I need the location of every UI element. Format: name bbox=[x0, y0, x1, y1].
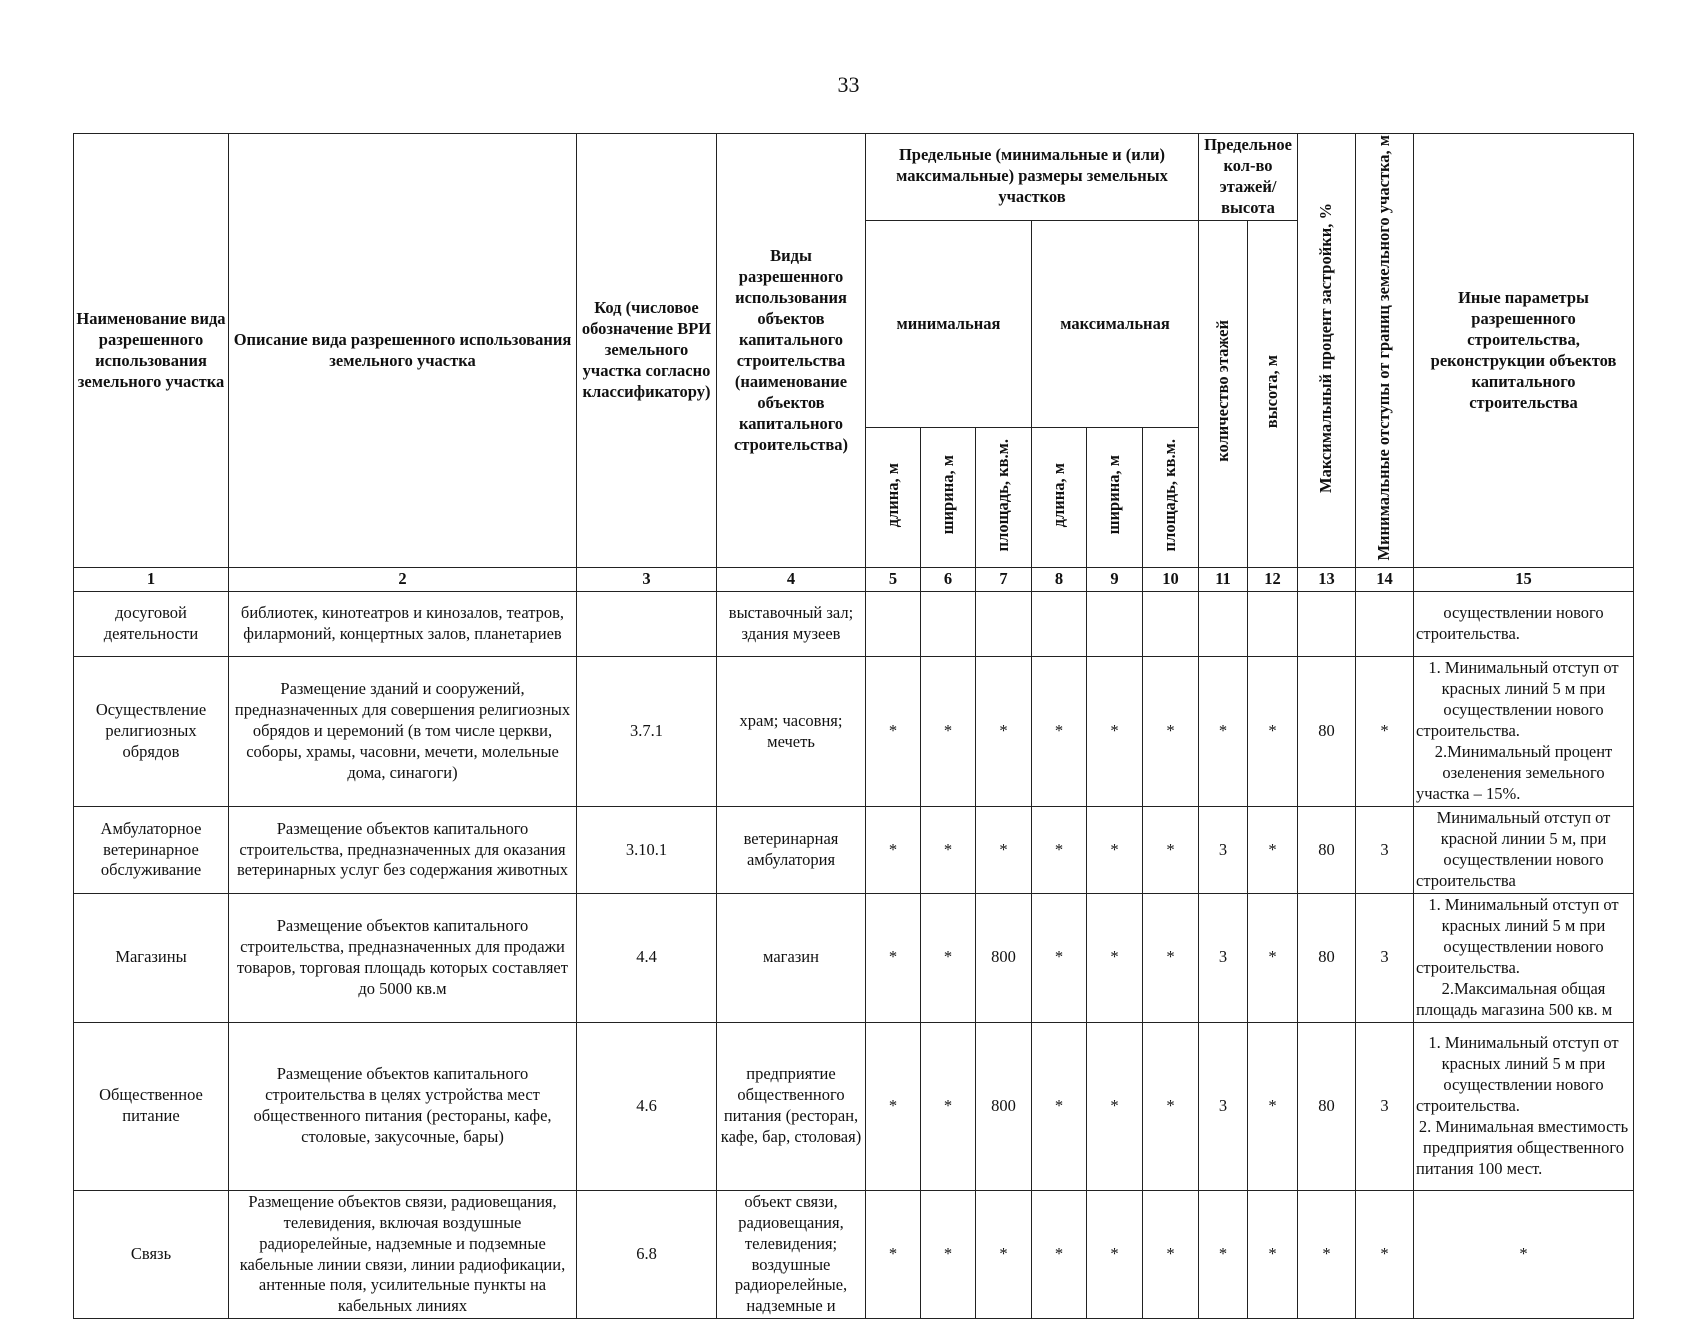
header-max-coverage: Максимальный процент застройки, % bbox=[1298, 134, 1356, 568]
value-cell bbox=[1143, 592, 1199, 657]
value-cell: * bbox=[921, 1190, 976, 1319]
other-parameter-line: 1. Минимальный отступ от красных линий 5 м при осуществлении нового строительства. bbox=[1416, 894, 1619, 977]
value-cell: 80 bbox=[1298, 807, 1356, 894]
value-cell: * bbox=[1087, 807, 1143, 894]
column-number: 13 bbox=[1298, 568, 1356, 592]
column-number: 9 bbox=[1087, 568, 1143, 592]
header-min-width: ширина, м bbox=[921, 428, 976, 568]
value-cell bbox=[866, 592, 921, 657]
other-parameters bbox=[1414, 592, 1634, 657]
header-max-width: ширина, м bbox=[1087, 428, 1143, 568]
value-cell: * bbox=[1298, 1190, 1356, 1319]
column-number: 5 bbox=[866, 568, 921, 592]
value-cell: * bbox=[1087, 1022, 1143, 1190]
object-types: предприятие общественного питания (ресторан, кафе, бар, столовая) bbox=[717, 1022, 866, 1190]
value-cell: 80 bbox=[1298, 1022, 1356, 1190]
column-number: 6 bbox=[921, 568, 976, 592]
land-use-name: Общественное питание bbox=[74, 1022, 229, 1190]
header-height: высота, м bbox=[1248, 220, 1298, 568]
object-types: выставочный зал; здания музеев bbox=[717, 592, 866, 657]
land-use-description: Размещение объектов капитального строительства в целях устройства мест общественного питания (рестораны, кафе, столовые, закусочные, бары) bbox=[229, 1022, 577, 1190]
header-min-length: длина, м bbox=[866, 428, 921, 568]
header-minimum: минимальная bbox=[866, 220, 1032, 428]
value-cell: * bbox=[1248, 1190, 1298, 1319]
table-header bbox=[74, 134, 1634, 592]
land-use-name: Магазины bbox=[74, 893, 229, 1022]
value-cell bbox=[976, 592, 1032, 657]
value-cell: * bbox=[1143, 1190, 1199, 1319]
column-number: 4 bbox=[717, 568, 866, 592]
other-parameter-line: осуществлении нового строительства. bbox=[1416, 603, 1604, 644]
value-cell: 800 bbox=[976, 893, 1032, 1022]
header-object-types: Виды разрешенного использования объектов капитального строительства (наименование объектов капитального строительства) bbox=[717, 134, 866, 568]
value-cell bbox=[1199, 592, 1248, 657]
other-parameter-line: 2.Минимальный процент озеленения земельного участка – 15%. bbox=[1416, 742, 1613, 804]
value-cell: * bbox=[866, 657, 921, 807]
value-cell: * bbox=[1087, 893, 1143, 1022]
other-parameter-line: Минимальный отступ от красной линии 5 м, при осуществлении нового строительства bbox=[1416, 808, 1611, 890]
column-number: 1 bbox=[74, 568, 229, 592]
other-parameters bbox=[1414, 1022, 1634, 1190]
value-cell: 3 bbox=[1199, 807, 1248, 894]
value-cell: * bbox=[1032, 657, 1087, 807]
header-floors-count: количество этажей bbox=[1199, 220, 1248, 568]
value-cell: * bbox=[1356, 1190, 1414, 1319]
value-cell: 3 bbox=[1199, 1022, 1248, 1190]
column-number-row bbox=[74, 568, 1634, 592]
value-cell: * bbox=[1143, 657, 1199, 807]
value-cell: * bbox=[1356, 657, 1414, 807]
land-use-name: Осуществление религиозных обрядов bbox=[74, 657, 229, 807]
object-types: объект связи, радиовещания, телевидения; воздушные радиорелейные, надземные и bbox=[717, 1190, 866, 1319]
value-cell: * bbox=[1199, 1190, 1248, 1319]
value-cell: * bbox=[866, 893, 921, 1022]
object-types: магазин bbox=[717, 893, 866, 1022]
header-description: Описание вида разрешенного использования земельного участка bbox=[229, 134, 577, 568]
value-cell: * bbox=[921, 657, 976, 807]
header-min-area: площадь, кв.м. bbox=[976, 428, 1032, 568]
land-use-description: Размещение объектов связи, радиовещания, телевидения, включая воздушные радиорелейные, надземные и подземные кабельные линии связи, линии радиофикации, антенные поля, усилительные пункты на кабельных линиях bbox=[229, 1190, 577, 1319]
table-row bbox=[74, 1022, 1634, 1190]
value-cell: * bbox=[1032, 1190, 1087, 1319]
land-use-description: Размещение объектов капитального строительства, предназначенных для продажи товаров, торговая площадь которых составляет до 5000 кв.м bbox=[229, 893, 577, 1022]
column-number: 10 bbox=[1143, 568, 1199, 592]
value-cell: 3 bbox=[1356, 807, 1414, 894]
value-cell: 3 bbox=[1356, 1022, 1414, 1190]
other-parameters bbox=[1414, 893, 1634, 1022]
other-parameters bbox=[1414, 807, 1634, 894]
value-cell bbox=[1298, 592, 1356, 657]
value-cell: * bbox=[1143, 893, 1199, 1022]
column-number: 14 bbox=[1356, 568, 1414, 592]
header-code: Код (числовое обозначение ВРИ земельного участка согласно классификатору) bbox=[577, 134, 717, 568]
value-cell: * bbox=[976, 1190, 1032, 1319]
header-land-use-name: Наименование вида разрешенного использования земельного участка bbox=[74, 134, 229, 568]
table-row bbox=[74, 592, 1634, 657]
land-use-code: 4.6 bbox=[577, 1022, 717, 1190]
value-cell: * bbox=[866, 1022, 921, 1190]
value-cell: 3 bbox=[1356, 893, 1414, 1022]
value-cell bbox=[1356, 592, 1414, 657]
other-parameter-line: 2. Минимальная вместимость предприятия общественного питания 100 мест. bbox=[1416, 1116, 1629, 1178]
column-number: 2 bbox=[229, 568, 577, 592]
value-cell: 800 bbox=[976, 1022, 1032, 1190]
land-use-code: 6.8 bbox=[577, 1190, 717, 1319]
value-cell: * bbox=[1087, 1190, 1143, 1319]
table-row bbox=[74, 1190, 1634, 1319]
value-cell: * bbox=[1199, 657, 1248, 807]
table-row bbox=[74, 893, 1634, 1022]
header-plot-size-limits: Предельные (минимальные и (или) максимальные) размеры земельных участков bbox=[866, 134, 1199, 221]
header-other-parameters: Иные параметры разрешенного строительства, реконструкции объектов капитального строительства bbox=[1414, 134, 1634, 568]
value-cell: * bbox=[1143, 1022, 1199, 1190]
land-use-description: Размещение объектов капитального строительства, предназначенных для оказания ветеринарных услуг без содержания животных bbox=[229, 807, 577, 894]
value-cell bbox=[1248, 592, 1298, 657]
value-cell: * bbox=[1248, 657, 1298, 807]
column-number: 11 bbox=[1199, 568, 1248, 592]
land-use-name: Связь bbox=[74, 1190, 229, 1319]
other-parameters: * bbox=[1414, 1190, 1634, 1319]
other-parameter-line: 2.Максимальная общая площадь магазина 500 кв. м bbox=[1416, 978, 1613, 1019]
value-cell: * bbox=[1032, 1022, 1087, 1190]
value-cell: * bbox=[1032, 807, 1087, 894]
value-cell: * bbox=[1248, 893, 1298, 1022]
header-max-area: площадь, кв.м. bbox=[1143, 428, 1199, 568]
value-cell: * bbox=[921, 1022, 976, 1190]
land-use-code: 3.10.1 bbox=[577, 807, 717, 894]
other-parameters bbox=[1414, 657, 1634, 807]
value-cell: * bbox=[1248, 807, 1298, 894]
header-max-length: длина, м bbox=[1032, 428, 1087, 568]
value-cell: * bbox=[976, 657, 1032, 807]
column-number: 15 bbox=[1414, 568, 1634, 592]
land-use-code: 3.7.1 bbox=[577, 657, 717, 807]
value-cell: 80 bbox=[1298, 893, 1356, 1022]
land-use-description: библиотек, кинотеатров и кинозалов, театров, филармоний, концертных залов, планетариев bbox=[229, 592, 577, 657]
column-number: 12 bbox=[1248, 568, 1298, 592]
column-number: 8 bbox=[1032, 568, 1087, 592]
value-cell: 80 bbox=[1298, 657, 1356, 807]
object-types: храм; часовня; мечеть bbox=[717, 657, 866, 807]
value-cell: * bbox=[921, 893, 976, 1022]
land-use-code bbox=[577, 592, 717, 657]
table-row bbox=[74, 807, 1634, 894]
land-use-regulations-table bbox=[73, 133, 1634, 1319]
value-cell: * bbox=[1087, 657, 1143, 807]
value-cell: * bbox=[1032, 893, 1087, 1022]
value-cell: * bbox=[866, 807, 921, 894]
land-use-name: Амбулаторное ветеринарное обслуживание bbox=[74, 807, 229, 894]
value-cell: * bbox=[921, 807, 976, 894]
value-cell: * bbox=[1248, 1022, 1298, 1190]
value-cell: * bbox=[1143, 807, 1199, 894]
other-parameter-line: 1. Минимальный отступ от красных линий 5 м при осуществлении нового строительства. bbox=[1416, 658, 1619, 741]
value-cell: 3 bbox=[1199, 893, 1248, 1022]
column-number: 3 bbox=[577, 568, 717, 592]
header-maximum: максимальная bbox=[1032, 220, 1199, 428]
land-use-code: 4.4 bbox=[577, 893, 717, 1022]
object-types: ветеринарная амбулатория bbox=[717, 807, 866, 894]
header-floors-height: Предельное кол-во этажей/ высота bbox=[1199, 134, 1298, 221]
other-parameter-line: 1. Минимальный отступ от красных линий 5 м при осуществлении нового строительства. bbox=[1416, 1032, 1619, 1115]
page-number: 33 bbox=[837, 72, 860, 97]
table-row bbox=[74, 657, 1634, 807]
column-number: 7 bbox=[976, 568, 1032, 592]
value-cell bbox=[1087, 592, 1143, 657]
land-use-name: досуговой деятельности bbox=[74, 592, 229, 657]
value-cell: * bbox=[976, 807, 1032, 894]
value-cell bbox=[1032, 592, 1087, 657]
value-cell: * bbox=[866, 1190, 921, 1319]
value-cell bbox=[921, 592, 976, 657]
land-use-description: Размещение зданий и сооружений, предназначенных для совершения религиозных обрядов и церемоний (в том числе церкви, соборы, храмы, часовни, мечети, молельные дома, синагоги) bbox=[229, 657, 577, 807]
header-min-setbacks: Минимальные отступы от границ земельного участка, м bbox=[1356, 134, 1414, 568]
